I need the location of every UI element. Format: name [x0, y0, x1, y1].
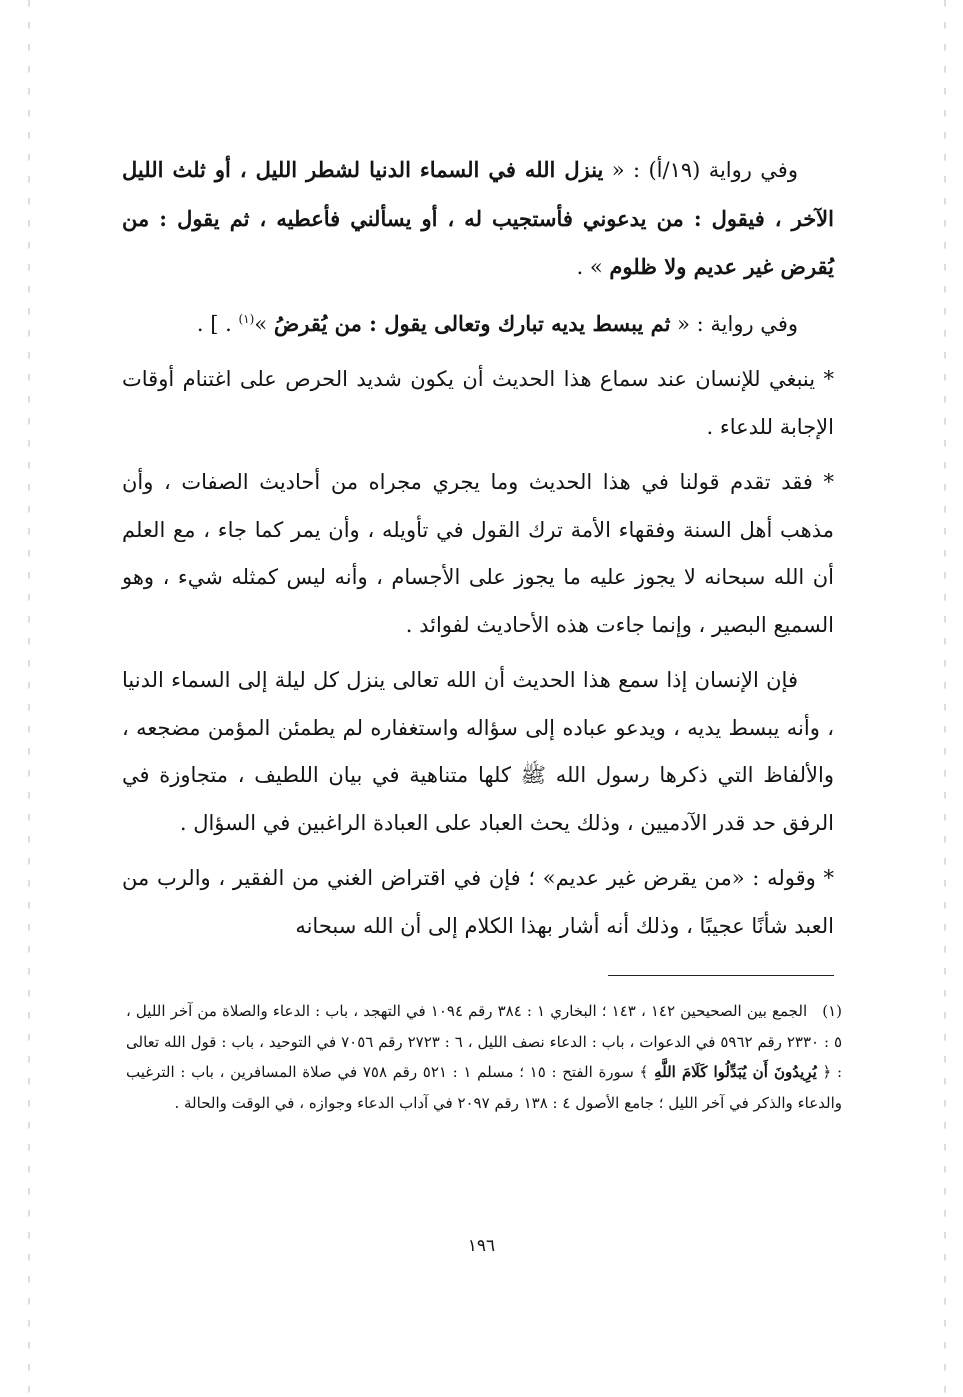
- paragraph-riwaya-1: [122, 146, 834, 292]
- page-number: ١٩٦: [467, 1236, 496, 1256]
- paragraph-lead: وفي رواية (١٩/أ) : «: [611, 158, 798, 182]
- hadith-quote: ينزل الله في السماء الدنيا لشطر الليل ، أو ثلث الليل الآخر ، فيقول : من يدعوني فأستجيب له ، أو يسألني فأعطيه ، ثم يقول : من يُقرض غير عديم ولا ظلوم: [122, 157, 834, 279]
- footnote-number: (١): [822, 1002, 842, 1020]
- right-scan-edge: [944, 0, 946, 1397]
- quote-close: » .: [576, 255, 603, 279]
- paragraph-note-3: * وقوله : «من يقرض غير عديم» ؛ فإن في اقتراض الغني من الفقير ، والرب من العبد شأنًا عجيبًا ، وذلك أنه أشار بهذا الكلام إلى أن الله سبحانه: [122, 866, 834, 938]
- hadith-quote: ثم يبسط يديه تبارك وتعالى يقول : من يُقرضُ: [273, 310, 671, 336]
- footnote-ref: (١): [238, 311, 255, 326]
- paragraph-note-1: * ينبغي للإنسان عند سماع هذا الحديث أن يكون شديد الحرص على اغتنام أوقات الإجابة للدعاء .: [122, 367, 834, 439]
- main-text: [122, 146, 834, 958]
- paragraph-explanation: فإن الإنسان إذا سمع هذا الحديث أن الله تعالى ينزل كل ليلة إلى السماء الدنيا ، وأنه يبسط يديه ، ويدعو عباده إلى سؤاله واستغفاره لم يطمئن المؤمن مضجعه ، والألفاظ التي ذكرها رسول الله ﷺ كلها متناهية في بيان اللطيف ، متجاوزة في الرفق حد قدر الآدميين ، وذلك يحث العباد على العبادة الراغبين في السؤال .: [122, 668, 834, 835]
- footnotes: [126, 996, 842, 1118]
- left-scan-edge: [28, 0, 30, 1397]
- paragraph-lead: وفي رواية : «: [677, 311, 798, 336]
- footnote-text-end: ﴾ سورة الفتح : ١٥ ؛ مسلم ١ : ٥٢١ رقم ٧٥٨ في صلاة المسافرين ، باب : الترغيب والدعاء والذكر في آخر الليل ؛ جامع الأصول ٤ : ١٣٨ رقم ٢٠٩٧ في آداب الدعاء وجوازه ، في الوقت والحالة .: [126, 1063, 842, 1112]
- quote-close: »: [254, 311, 268, 336]
- footnote-text: الجمع بين الصحيحين ١٤٢ ، ١٤٣ ؛ البخاري ١ : ٣٨٤ رقم ١٠٩٤ في التهجد ، باب : الدعاء والصلاة من آخر الليل ، ٥ : ٢٣٣٠ رقم ٥٩٦٢ في الدعوات ، باب : الدعاء نصف الليل ، ٦ : ٢٧٢٣ رقم ٧٠٥٦ في التوحيد ، باب : قول الله تعالى : ﴿: [126, 1002, 843, 1081]
- bracket-close: . ] .: [196, 311, 232, 336]
- quran-verse: يُرِيدُونَ أَن يُبَدِّلُوا كَلَامَ اللَّهِ: [654, 1063, 817, 1081]
- paragraph-riwaya-2: [122, 300, 834, 349]
- footnote-item: [126, 996, 842, 1118]
- footnote-separator: [608, 975, 834, 976]
- paragraph-note-2: * فقد تقدم قولنا في هذا الحديث وما يجري مجراه من أحاديث الصفات ، وأن مذهب أهل السنة وفقهاء الأمة ترك القول في تأويله ، وأن يمر كما جاء ، مع العلم أن الله سبحانه لا يجوز عليه ما يجوز على الأجسام ، وأنه ليس كمثله شيء ، وهو السميع البصير ، وإنما جاءت هذه الأحاديث لفوائد .: [122, 470, 834, 637]
